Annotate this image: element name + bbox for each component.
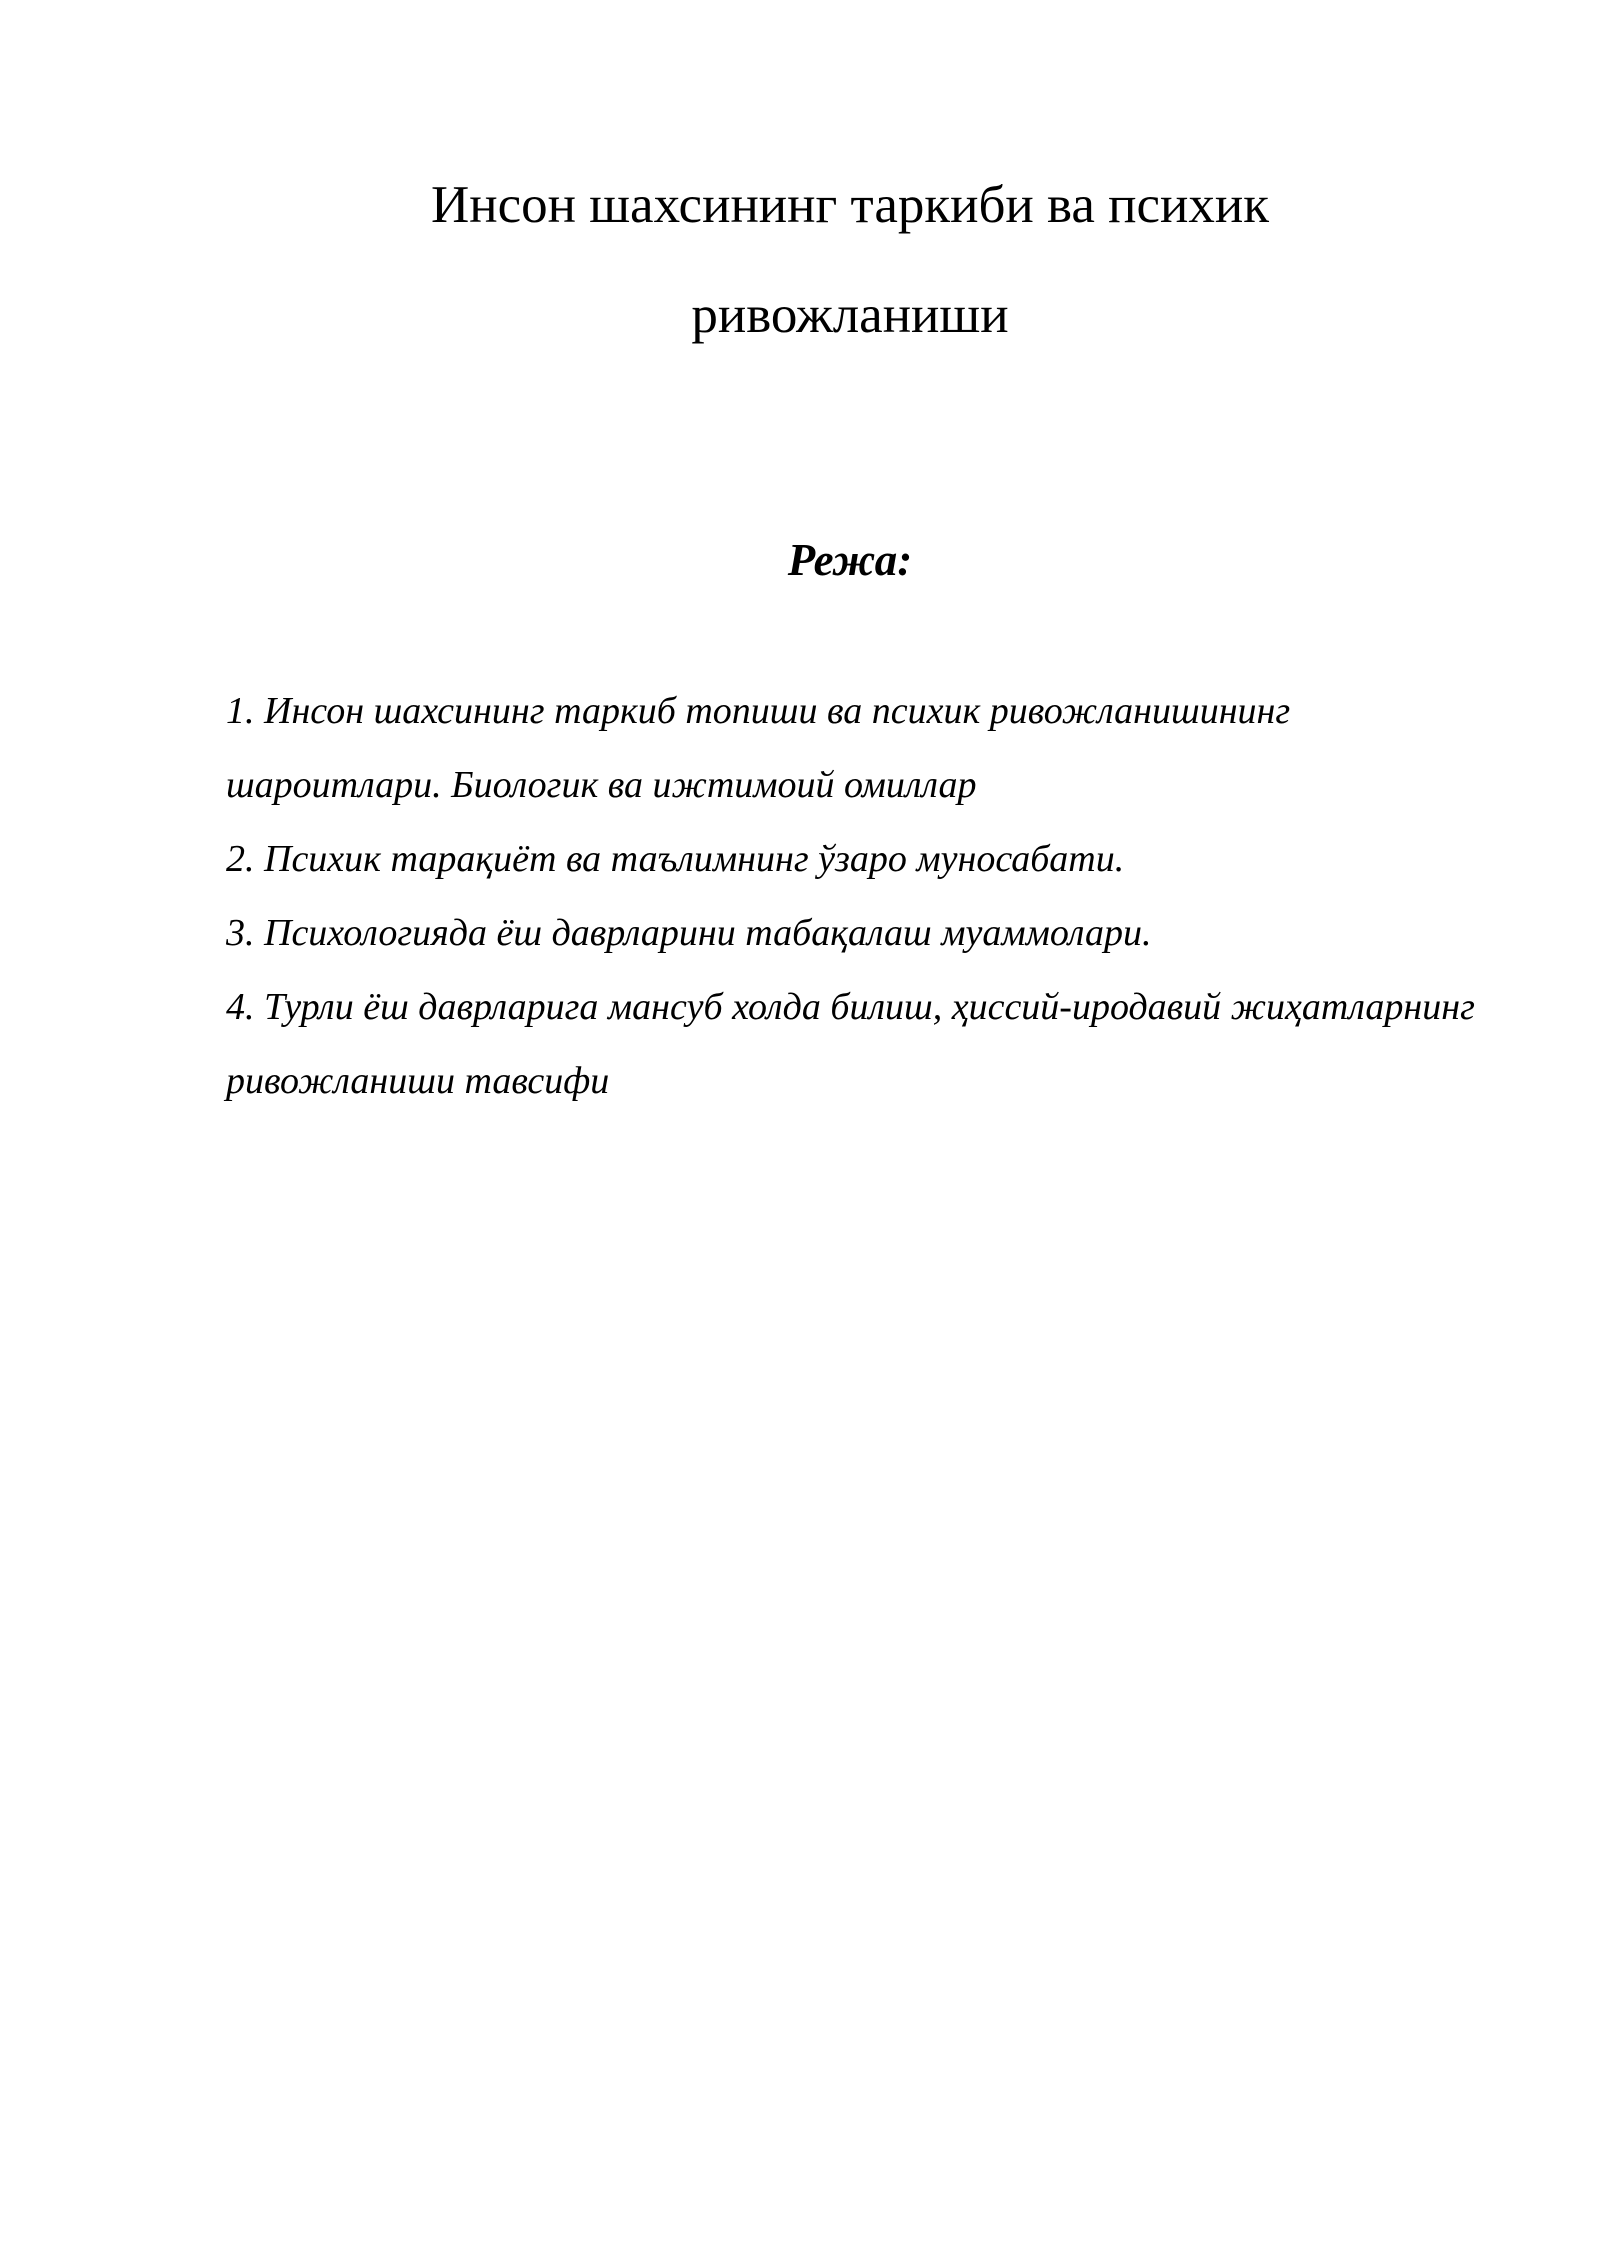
document-title: Инсон шахсининг таркиби ва психик ривожланиши xyxy=(430,176,1270,344)
plan-item-text: Психик тарақиёт ва таълимнинг ўзаро муносабати. xyxy=(264,838,1125,880)
plan-item-1 xyxy=(226,674,1486,822)
plan-item-number: 3. xyxy=(226,912,255,954)
plan-item-number: 1. xyxy=(226,690,255,732)
plan-item-3 xyxy=(226,896,1486,970)
plan-item-number: 4. xyxy=(226,986,255,1028)
plan-list xyxy=(226,674,1486,1118)
plan-heading: Режа: xyxy=(787,535,913,585)
plan-item-2 xyxy=(226,822,1486,896)
plan-item-4 xyxy=(226,970,1486,1118)
plan-item-number: 2. xyxy=(226,838,255,880)
plan-item-text: Психологияда ёш даврларини табақалаш муаммолари. xyxy=(264,912,1152,954)
plan-item-text: Инсон шахсининг таркиб топиши ва психик ривожланишининг шароитлари. Биологик ва ижтимоий омиллар xyxy=(226,690,1291,806)
plan-item-text: Турли ёш даврларига мансуб холда билиш, ҳиссий-иродавий жиҳатларнинг ривожланиши тавсифи xyxy=(226,986,1475,1102)
